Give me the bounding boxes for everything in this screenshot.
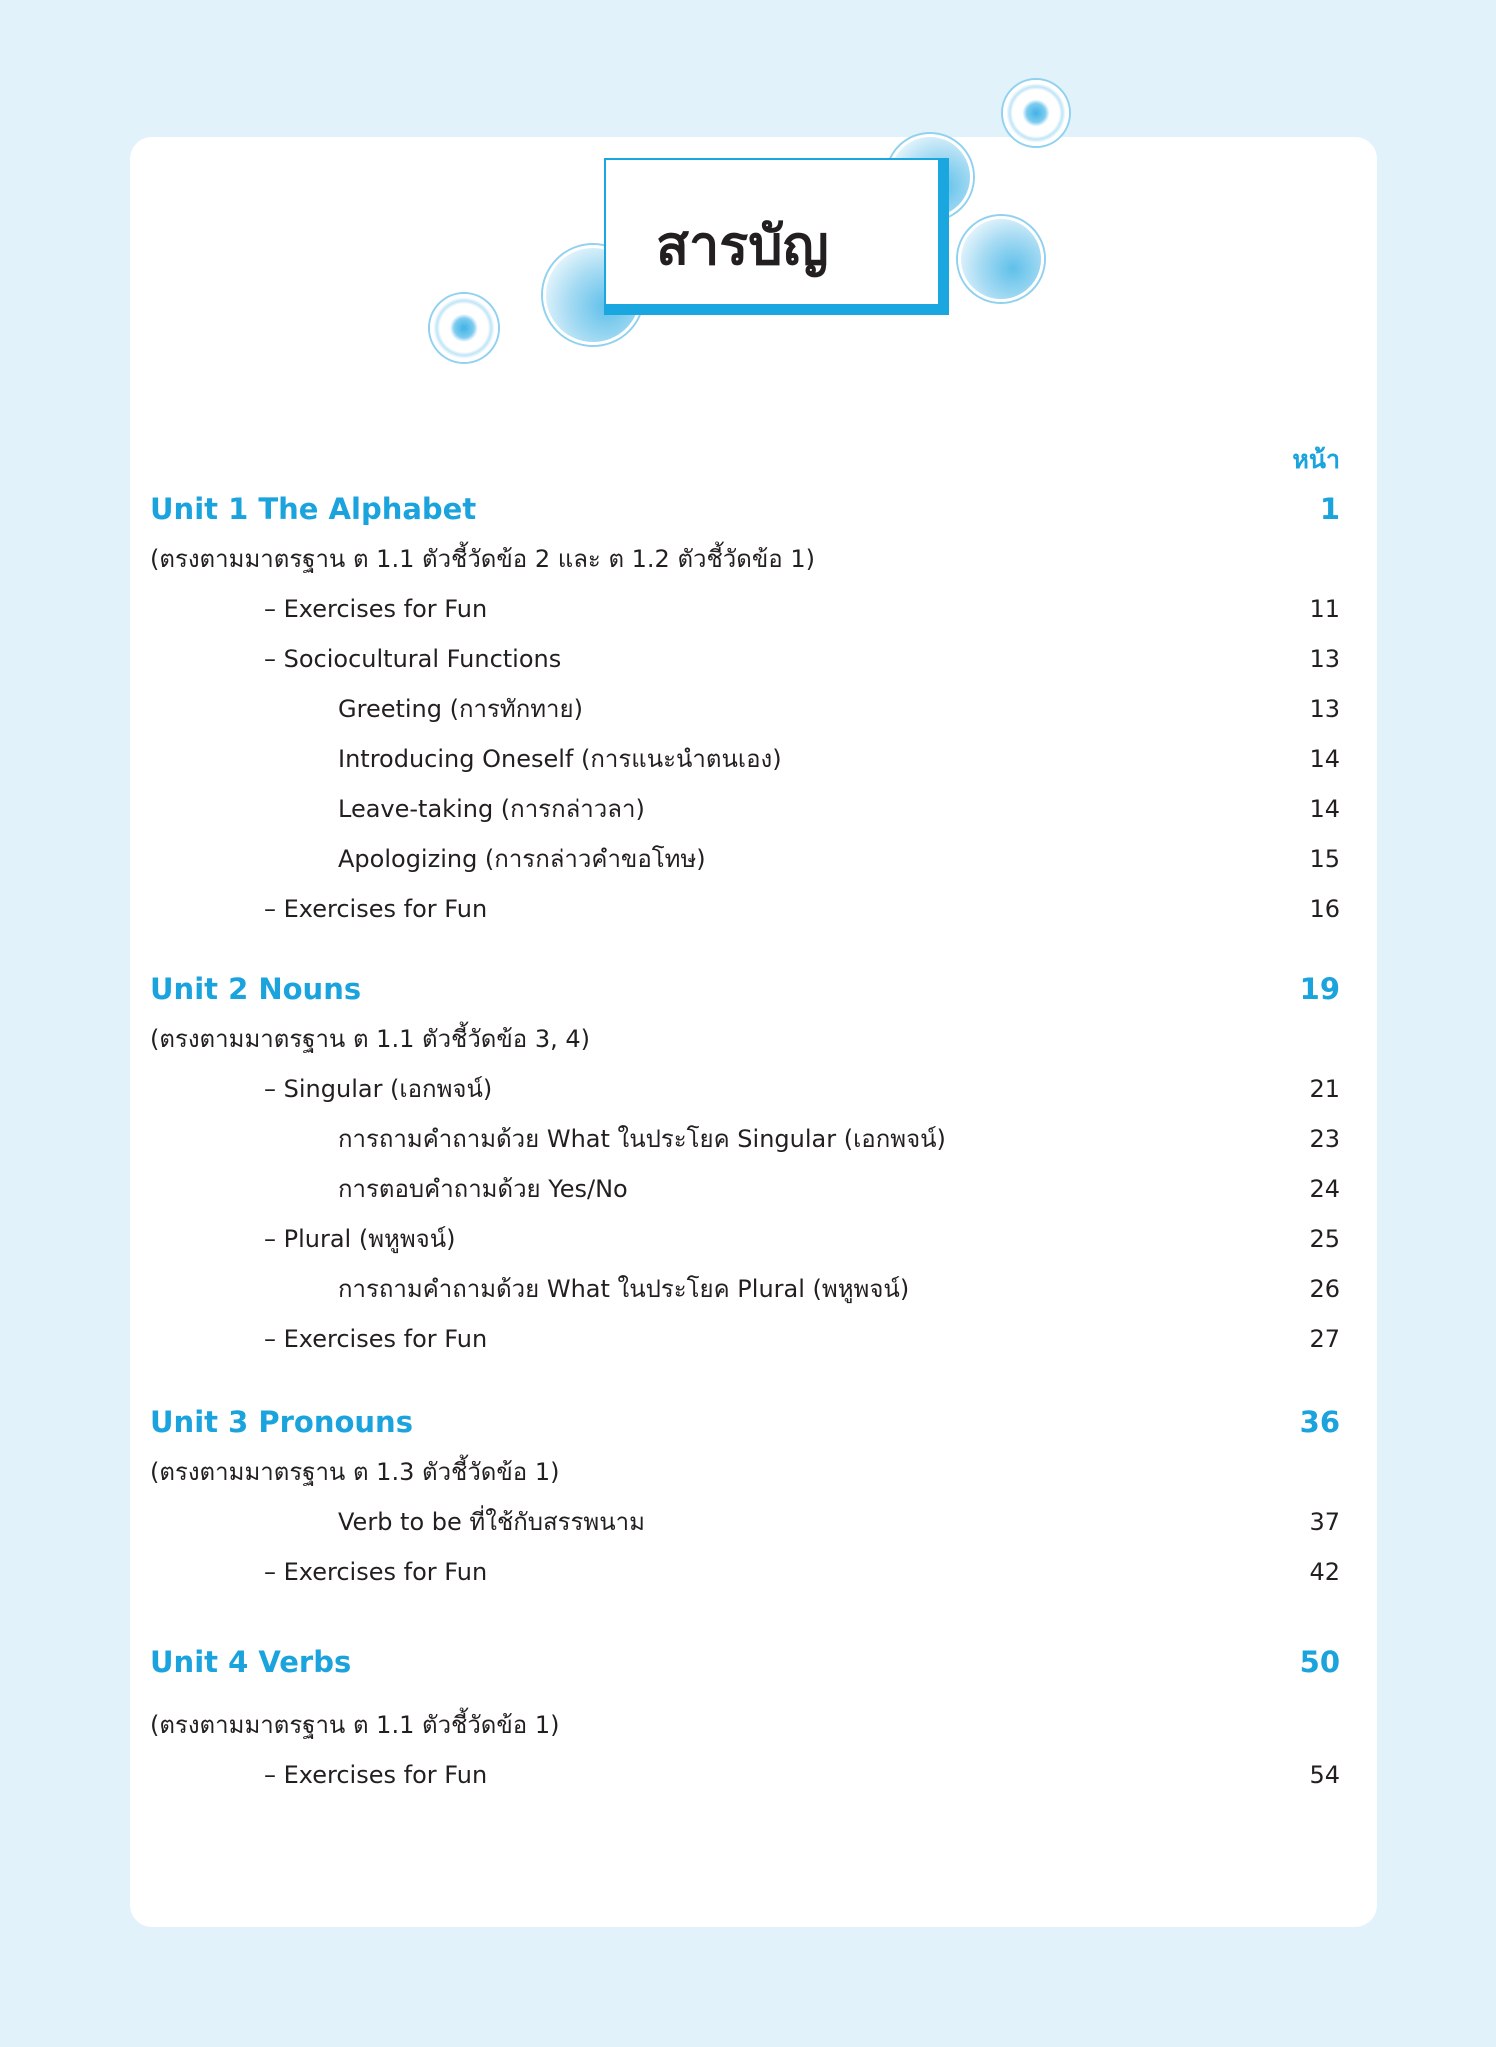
entry-label: – Exercises for Fun <box>264 595 488 623</box>
page-column-header: หน้า <box>1292 445 1340 474</box>
unit-page-number: 36 <box>1299 1405 1340 1439</box>
toc-entry[interactable] <box>150 1317 1340 1361</box>
toc-standard-note <box>150 1017 1340 1061</box>
standard-text: (ตรงตามมาตรฐาน ต 1.3 ตัวชี้วัดข้อ 1) <box>150 1458 560 1486</box>
entry-page-number: 14 <box>1309 795 1340 823</box>
entry-page-number: 42 <box>1309 1558 1340 1586</box>
toc-standard-note <box>150 1703 1340 1747</box>
entry-page-number: 11 <box>1309 595 1340 623</box>
entry-label: Verb to be ที่ใช้กับสรรพนาม <box>338 1508 645 1536</box>
toc-unit-heading[interactable] <box>150 1640 1340 1684</box>
toc-unit-heading[interactable] <box>150 967 1340 1011</box>
entry-page-number: 37 <box>1309 1508 1340 1536</box>
entry-label: – Sociocultural Functions <box>264 645 562 673</box>
entry-label: การตอบคำถามด้วย Yes/No <box>338 1175 628 1203</box>
toc-entry[interactable] <box>150 587 1340 631</box>
entry-page-number: 24 <box>1309 1175 1340 1203</box>
toc-entry[interactable] <box>150 637 1340 681</box>
toc-subentry[interactable] <box>150 1117 1340 1161</box>
entry-page-number: 21 <box>1309 1075 1340 1103</box>
entry-label: Greeting (การทักทาย) <box>338 695 583 723</box>
unit-page-number: 1 <box>1319 492 1340 526</box>
unit-title: Unit 1 The Alphabet <box>150 492 477 526</box>
entry-page-number: 23 <box>1309 1125 1340 1153</box>
entry-label: Apologizing (การกล่าวคำขอโทษ) <box>338 845 706 873</box>
toc-unit-heading[interactable] <box>150 487 1340 531</box>
toc-unit-heading[interactable] <box>150 1400 1340 1444</box>
entry-page-number: 14 <box>1309 745 1340 773</box>
entry-label: – Singular (เอกพจน์) <box>264 1075 493 1103</box>
toc-subentry[interactable] <box>150 737 1340 781</box>
entry-page-number: 13 <box>1309 645 1340 673</box>
entry-page-number: 27 <box>1309 1325 1340 1353</box>
standard-text: (ตรงตามมาตรฐาน ต 1.1 ตัวชี้วัดข้อ 1) <box>150 1711 560 1739</box>
toc-standard-note <box>150 537 1340 581</box>
toc-entry[interactable] <box>150 1217 1340 1261</box>
entry-label: การถามคำถามด้วย What ในประโยค Singular (เอกพจน์) <box>338 1125 946 1153</box>
standard-text: (ตรงตามมาตรฐาน ต 1.1 ตัวชี้วัดข้อ 3, 4) <box>150 1025 591 1053</box>
entry-page-number: 54 <box>1309 1761 1340 1789</box>
unit-page-number: 19 <box>1299 972 1340 1006</box>
entry-label: – Exercises for Fun <box>264 1325 488 1353</box>
toc-entry[interactable] <box>150 1753 1340 1797</box>
unit-page-number: 50 <box>1299 1645 1340 1679</box>
toc-subentry[interactable] <box>150 837 1340 881</box>
entry-page-number: 13 <box>1309 695 1340 723</box>
entry-label: – Plural (พหูพจน์) <box>264 1225 456 1253</box>
entry-page-number: 15 <box>1309 845 1340 873</box>
toc-subentry[interactable] <box>150 687 1340 731</box>
unit-title: Unit 4 Verbs <box>150 1645 352 1679</box>
toc-standard-note <box>150 1450 1340 1494</box>
unit-title: Unit 2 Nouns <box>150 972 362 1006</box>
toc-entry[interactable] <box>150 1067 1340 1111</box>
toc-subentry[interactable] <box>150 1500 1340 1544</box>
entry-label: – Exercises for Fun <box>264 1761 488 1789</box>
page-title: สารบัญ <box>656 214 829 277</box>
entry-page-number: 26 <box>1309 1275 1340 1303</box>
entry-page-number: 25 <box>1309 1225 1340 1253</box>
toc-entry[interactable] <box>150 887 1340 931</box>
standard-text: (ตรงตามมาตรฐาน ต 1.1 ตัวชี้วัดข้อ 2 และ ต 1.2 ตัวชี้วัดข้อ 1) <box>150 545 815 573</box>
entry-label: – Exercises for Fun <box>264 1558 488 1586</box>
entry-label: Leave-taking (การกล่าวลา) <box>338 795 645 823</box>
entry-label: – Exercises for Fun <box>264 895 488 923</box>
toc-subentry[interactable] <box>150 787 1340 831</box>
entry-label: Introducing Oneself (การแนะนำตนเอง) <box>338 745 782 773</box>
unit-title: Unit 3 Pronouns <box>150 1405 413 1439</box>
entry-label: การถามคำถามด้วย What ในประโยค Plural (พหูพจน์) <box>338 1275 910 1303</box>
toc-subentry[interactable] <box>150 1267 1340 1311</box>
toc-subentry[interactable] <box>150 1167 1340 1211</box>
toc-entry[interactable] <box>150 1550 1340 1594</box>
entry-page-number: 16 <box>1309 895 1340 923</box>
